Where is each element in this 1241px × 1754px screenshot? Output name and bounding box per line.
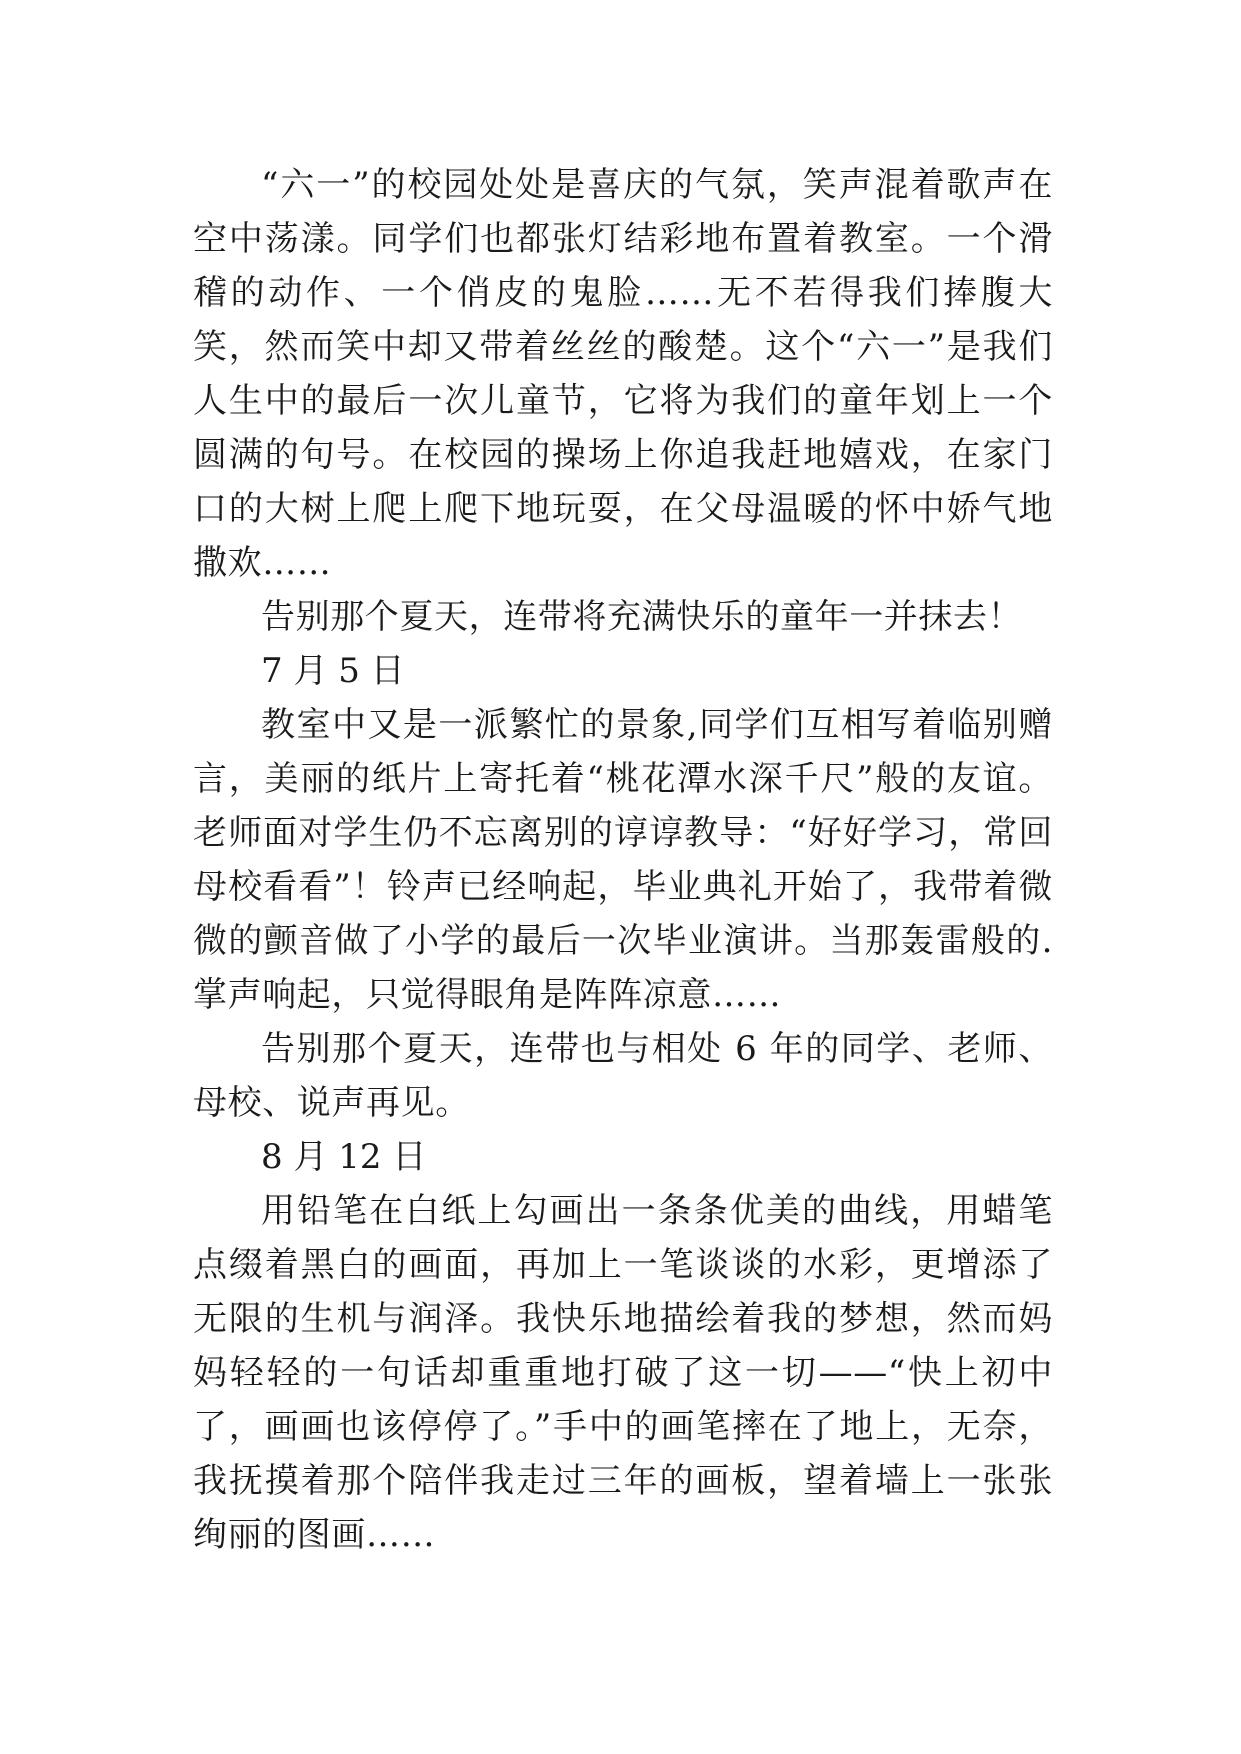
document-body	[193, 158, 1053, 1562]
date-heading-july-5: 7 月 5 日	[261, 651, 405, 691]
paragraph-drawing-dream: 用铅笔在白纸上勾画出一条条优美的曲线，用蜡笔点缀着黑白的画面，再加上一笔谈谈的水彩，更增添了无限的生机与润泽。我快乐地描绘着我的梦想，然而妈妈轻轻的一句话却重重地打破了这一切——“快上初中了，画画也该停停了。”手中的画笔摔在了地上，无奈，我抚摸着那个陪伴我走过三年的画板，望着墙上一张张绚丽的图画……	[193, 1191, 1053, 1555]
paragraph-farewell-classmates: 告别那个夏天，连带也与相处 6 年的同学、老师、母校、说声再见。	[193, 1029, 1053, 1123]
paragraph-children-day: “六一”的校园处处是喜庆的气氛，笑声混着歌声在空中荡漾。同学们也都张灯结彩地布置着教室。一个滑稽的动作、一个俏皮的鬼脸……无不若得我们捧腹大笑，然而笑中却又带着丝丝的酸楚。这个“六一”是我们人生中的最后一次儿童节，它将为我们的童年划上一个圆满的句号。在校园的操场上你追我赶地嬉戏，在家门口的大树上爬上爬下地玩耍，在父母温暖的怀中娇气地撒欢……	[193, 165, 1053, 583]
date-heading-august-12: 8 月 12 日	[261, 1137, 427, 1177]
paragraph-farewell-childhood: 告别那个夏天，连带将充满快乐的童年一并抹去！	[261, 597, 1023, 637]
paragraph-classroom-graduation: 教室中又是一派繁忙的景象,同学们互相写着临别赠言，美丽的纸片上寄托着“桃花潭水深千尺”般的友谊。老师面对学生仍不忘离别的谆谆教导：“好好学习，常回母校看看”！铃声已经响起，毕业典礼开始了，我带着微微的颤音做了小学的最后一次毕业演讲。当那轰雷般的.掌声响起，只觉得眼角是阵阵凉意……	[193, 705, 1053, 1015]
